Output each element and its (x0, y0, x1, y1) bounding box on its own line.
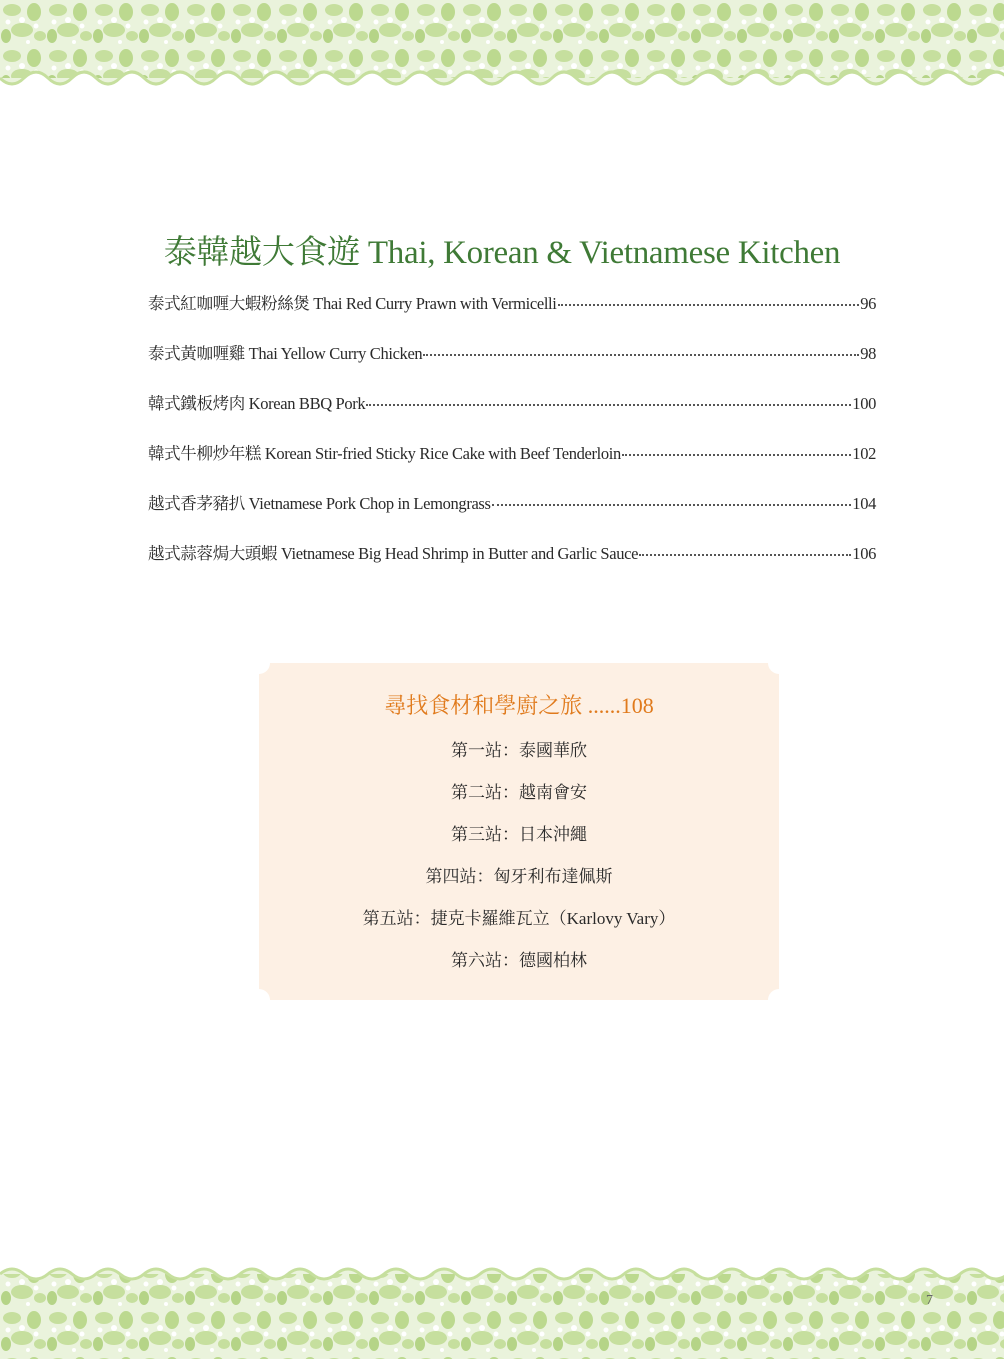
page-number: 7 (926, 1293, 933, 1308)
panel-corner-notch (248, 652, 270, 674)
station-item: 第二站：越南會安 (451, 783, 587, 802)
recipe-entry[interactable] (148, 440, 876, 490)
leader-dots (492, 504, 852, 506)
recipe-title: 越式蒜蓉焗大頭蝦 Vietnamese Big Head Shrimp in Butter and Garlic Sauce (148, 544, 639, 563)
leader-dots (423, 354, 859, 356)
recipe-title: 泰式紅咖喱大蝦粉絲煲 Thai Red Curry Prawn with Vermicelli (148, 294, 557, 313)
panel-corner-notch (248, 989, 270, 1011)
leader-dots (639, 554, 851, 556)
recipe-page-number: 96 (860, 294, 876, 313)
recipe-title: 韓式鐵板烤肉 Korean BBQ Pork (148, 394, 366, 413)
top-lace-border (0, 0, 1004, 92)
recipe-page-number: 98 (860, 344, 876, 363)
station-item: 第六站：德國柏林 (451, 951, 587, 970)
recipe-entry[interactable] (148, 290, 876, 340)
journey-panel (259, 663, 779, 1000)
recipe-entry[interactable] (148, 490, 876, 540)
station-list (259, 735, 779, 987)
recipe-page-number: 104 (852, 494, 876, 513)
recipe-entry[interactable] (148, 390, 876, 440)
panel-corner-notch (768, 989, 790, 1011)
station-item: 第四站：匈牙利布達佩斯 (425, 867, 613, 886)
recipe-title: 韓式牛柳炒年糕 Korean Stir-fried Sticky Rice Cake with Beef Tenderloin (148, 444, 621, 463)
bottom-lace-border (0, 1262, 1004, 1359)
recipe-title: 越式香茅豬扒 Vietnamese Pork Chop in Lemongrass (148, 494, 491, 513)
recipe-entry[interactable] (148, 340, 876, 390)
panel-corner-notch (768, 652, 790, 674)
recipe-entry[interactable] (148, 540, 876, 590)
station-item: 第三站：日本沖繩 (451, 825, 587, 844)
station-item: 第一站：泰國華欣 (451, 741, 587, 760)
recipe-list (148, 290, 876, 590)
section-title: 泰韓越大食遊 Thai, Korean & Vietnamese Kitchen (163, 235, 841, 271)
recipe-page-number: 100 (852, 394, 876, 413)
recipe-title: 泰式黃咖喱雞 Thai Yellow Curry Chicken (148, 344, 423, 363)
station-item: 第五站：捷克卡羅維瓦立（Karlovy Vary） (362, 909, 676, 928)
recipe-page-number: 106 (852, 544, 876, 563)
journey-title[interactable]: 尋找食材和學廚之旅 ......108 (384, 693, 654, 718)
recipe-page-number: 102 (852, 444, 876, 463)
leader-dots (558, 304, 860, 306)
leader-dots (622, 454, 851, 456)
leader-dots (366, 404, 851, 406)
